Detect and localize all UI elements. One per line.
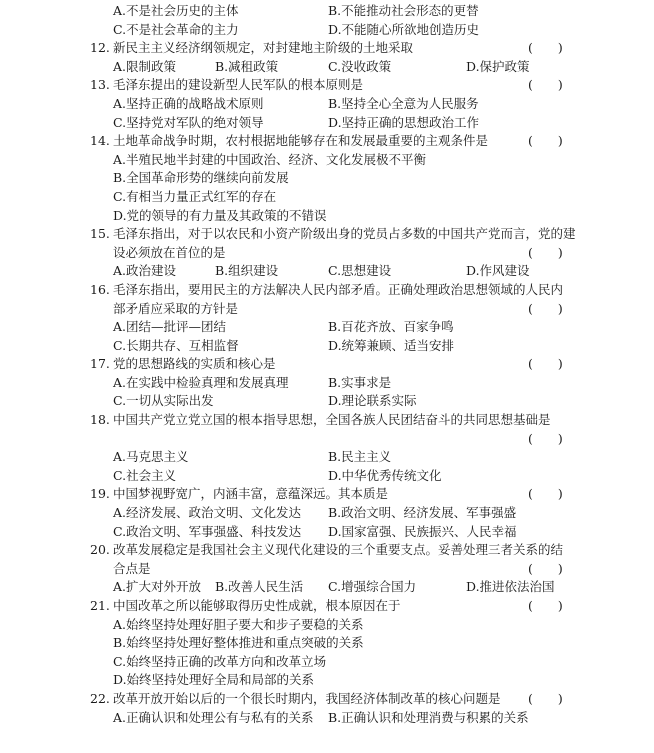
question-21-stem [0, 597, 654, 616]
answer-bracket[interactable]: ( ) [528, 356, 563, 372]
option-row [0, 169, 654, 188]
question-text: 部矛盾应采取的方针是 [113, 300, 239, 316]
option-d[interactable]: D.始终坚持处理好全局和局部的关系 [113, 672, 315, 688]
option-b[interactable]: B.政治文明、经济发展、军事强盛 [328, 505, 517, 521]
option-a[interactable]: A.半殖民地半封建的中国政治、经济、文化发展极不平衡 [113, 151, 427, 167]
question-text: 新民主主义经济纲领规定，对封建地主阶级的土地采取 [113, 40, 414, 56]
option-row [0, 467, 654, 486]
question-text: 改革发展稳定是我国社会主义现代化建设的三个重要支点。妥善处理三者关系的结 [113, 542, 564, 558]
option-row [0, 448, 654, 467]
option-row [0, 151, 654, 170]
option-row [0, 578, 654, 597]
option-c[interactable]: C.长期共存、互相监督 [113, 337, 239, 353]
option-row [0, 653, 654, 672]
option-c[interactable]: C.没收政策 [328, 58, 392, 74]
option-b[interactable]: B.百花齐放、百家争鸣 [328, 319, 454, 335]
question-text: 土地革命战争时期，农村根据地能够存在和发展最重要的主观条件是 [113, 133, 489, 149]
answer-bracket[interactable]: ( ) [528, 560, 563, 576]
question-text: 毛泽东指出，要用民主的方法解决人民内部矛盾。正确处理政治思想领域的人民内 [113, 281, 564, 297]
option-c[interactable]: C.增强综合国力 [328, 579, 417, 595]
question-16-stem [0, 281, 654, 300]
option-d[interactable]: D.保护政策 [466, 58, 530, 74]
option-c[interactable]: C.政治文明、军事强盛、科技发达 [113, 523, 302, 539]
answer-bracket[interactable]: ( ) [528, 77, 563, 93]
question-text: 合点是 [113, 560, 151, 576]
answer-bracket[interactable]: ( ) [528, 690, 563, 706]
option-row [0, 337, 654, 356]
option-b[interactable]: B.组织建设 [215, 263, 279, 279]
option-b[interactable]: B.不能推动社会形态的更替 [328, 3, 479, 18]
option-a[interactable]: A.经济发展、政治文明、文化发达 [113, 505, 302, 521]
option-row [0, 262, 654, 281]
answer-bracket[interactable]: ( ) [528, 40, 563, 56]
question-number: 15. [90, 226, 110, 242]
option-row [0, 58, 654, 77]
option-c[interactable]: C.一切从实际出发 [113, 393, 214, 409]
option-d[interactable]: D.作风建设 [466, 263, 530, 279]
option-b[interactable]: B.民主主义 [328, 449, 392, 465]
question-number: 19. [90, 486, 110, 502]
option-a[interactable]: A.始终坚持处理好胆子要大和步子要稳的关系 [113, 616, 364, 632]
question-13-stem [0, 76, 654, 95]
option-d[interactable]: D.理论联系实际 [328, 393, 417, 409]
option-row [0, 21, 654, 40]
question-text: 设必须放在首位的是 [113, 244, 226, 260]
option-a[interactable]: A.团结—批评—团结 [113, 319, 227, 335]
option-row [0, 709, 654, 728]
question-18-bracket-row [0, 430, 654, 449]
question-18-stem [0, 411, 654, 430]
question-12-stem [0, 39, 654, 58]
option-d[interactable]: D.不能随心所欲地创造历史 [328, 21, 480, 37]
option-a[interactable]: A.坚持正确的战略战术原则 [113, 95, 264, 111]
question-number: 22. [90, 690, 110, 706]
question-number: 17. [90, 356, 110, 372]
option-row [0, 95, 654, 114]
option-row [0, 504, 654, 523]
question-20-stem-cont [0, 560, 654, 579]
option-row [0, 616, 654, 635]
option-b[interactable]: B.改善人民生活 [215, 579, 304, 595]
option-a[interactable]: A.政治建设 [113, 263, 177, 279]
option-a[interactable]: A.马克思主义 [113, 449, 189, 465]
option-b[interactable]: B.始终坚持处理好整体推进和重点突破的关系 [113, 635, 364, 651]
question-14-stem [0, 132, 654, 151]
option-row [0, 374, 654, 393]
question-number: 13. [90, 77, 110, 93]
option-b[interactable]: B.全国革命形势的继续向前发展 [113, 170, 289, 186]
question-15-stem-cont [0, 244, 654, 263]
option-a[interactable]: A.扩大对外开放 [113, 579, 202, 595]
option-c[interactable]: C.坚持党对军队的绝对领导 [113, 114, 264, 130]
option-row [0, 671, 654, 690]
question-text: 中国改革之所以能够取得历史性成就，根本原因在于 [113, 598, 401, 613]
question-19-stem [0, 485, 654, 504]
question-17-stem [0, 355, 654, 374]
option-d[interactable]: D.中华优秀传统文化 [328, 467, 442, 483]
option-d[interactable]: D.党的领导的有力量及其政策的不错误 [113, 207, 327, 223]
option-row [0, 392, 654, 411]
option-d[interactable]: D.坚持正确的思想政治工作 [328, 114, 480, 130]
answer-bracket[interactable]: ( ) [528, 300, 563, 316]
option-a[interactable]: A.在实践中检验真理和发展真理 [113, 374, 289, 390]
question-22-stem [0, 690, 654, 709]
answer-bracket[interactable]: ( ) [528, 598, 563, 613]
option-row [0, 318, 654, 337]
question-number: 18. [90, 412, 110, 428]
option-c[interactable]: C.始终坚持正确的改革方向和改革立场 [113, 653, 327, 669]
option-row [0, 188, 654, 207]
option-c[interactable]: C.社会主义 [113, 467, 177, 483]
question-15-stem [0, 225, 654, 244]
question-number: 14. [90, 133, 110, 149]
question-text: 毛泽东提出的建设新型人民军队的根本原则是 [113, 77, 364, 93]
answer-bracket[interactable]: ( ) [528, 133, 563, 149]
question-text: 中国共产党立党立国的根本指导思想，全国各族人民团结奋斗的共同思想基础是 [113, 412, 551, 428]
question-16-stem-cont [0, 300, 654, 319]
option-b[interactable]: B.正确认识和处理消费与积累的关系 [328, 709, 529, 725]
option-b[interactable]: B.减租政策 [215, 58, 279, 74]
option-row [0, 207, 654, 226]
question-text: 毛泽东指出，对于以农民和小资产阶级出身的党员占多数的中国共产党而言，党的建 [113, 226, 576, 242]
option-a[interactable]: A.不是社会历史的主体 [113, 3, 239, 18]
option-b[interactable]: B.实事求是 [328, 374, 392, 390]
answer-bracket[interactable]: ( ) [528, 486, 563, 502]
question-number: 20. [90, 542, 110, 558]
question-number: 16. [90, 281, 110, 297]
option-b[interactable]: B.坚持全心全意为人民服务 [328, 95, 479, 111]
option-a[interactable]: A.正确认识和处理公有与私有的关系 [113, 709, 314, 725]
option-d[interactable]: D.统筹兼顾、适当安排 [328, 337, 455, 353]
option-c[interactable]: C.有相当力量正式红军的存在 [113, 188, 277, 204]
question-text: 党的思想路线的实质和核心是 [113, 356, 276, 372]
option-a[interactable]: A.限制政策 [113, 58, 177, 74]
question-number: 12. [90, 40, 110, 56]
answer-bracket[interactable]: ( ) [528, 244, 563, 260]
answer-bracket[interactable]: ( ) [528, 430, 563, 446]
option-d[interactable]: D.推进依法治国 [466, 579, 555, 595]
option-c[interactable]: C.不是社会革命的主力 [113, 21, 239, 37]
option-row [0, 634, 654, 653]
question-20-stem [0, 541, 654, 560]
question-number: 21. [90, 598, 110, 613]
question-text: 中国梦视野宽广，内涵丰富，意蕴深远。其本质是 [113, 486, 389, 502]
option-row [0, 523, 654, 542]
option-d[interactable]: D.国家富强、民族振兴、人民幸福 [328, 523, 517, 539]
option-c[interactable]: C.思想建设 [328, 263, 392, 279]
option-row [0, 2, 654, 21]
option-row [0, 114, 654, 133]
question-text: 改革开放开始以后的一个很长时期内，我国经济体制改革的核心问题是 [113, 690, 501, 706]
